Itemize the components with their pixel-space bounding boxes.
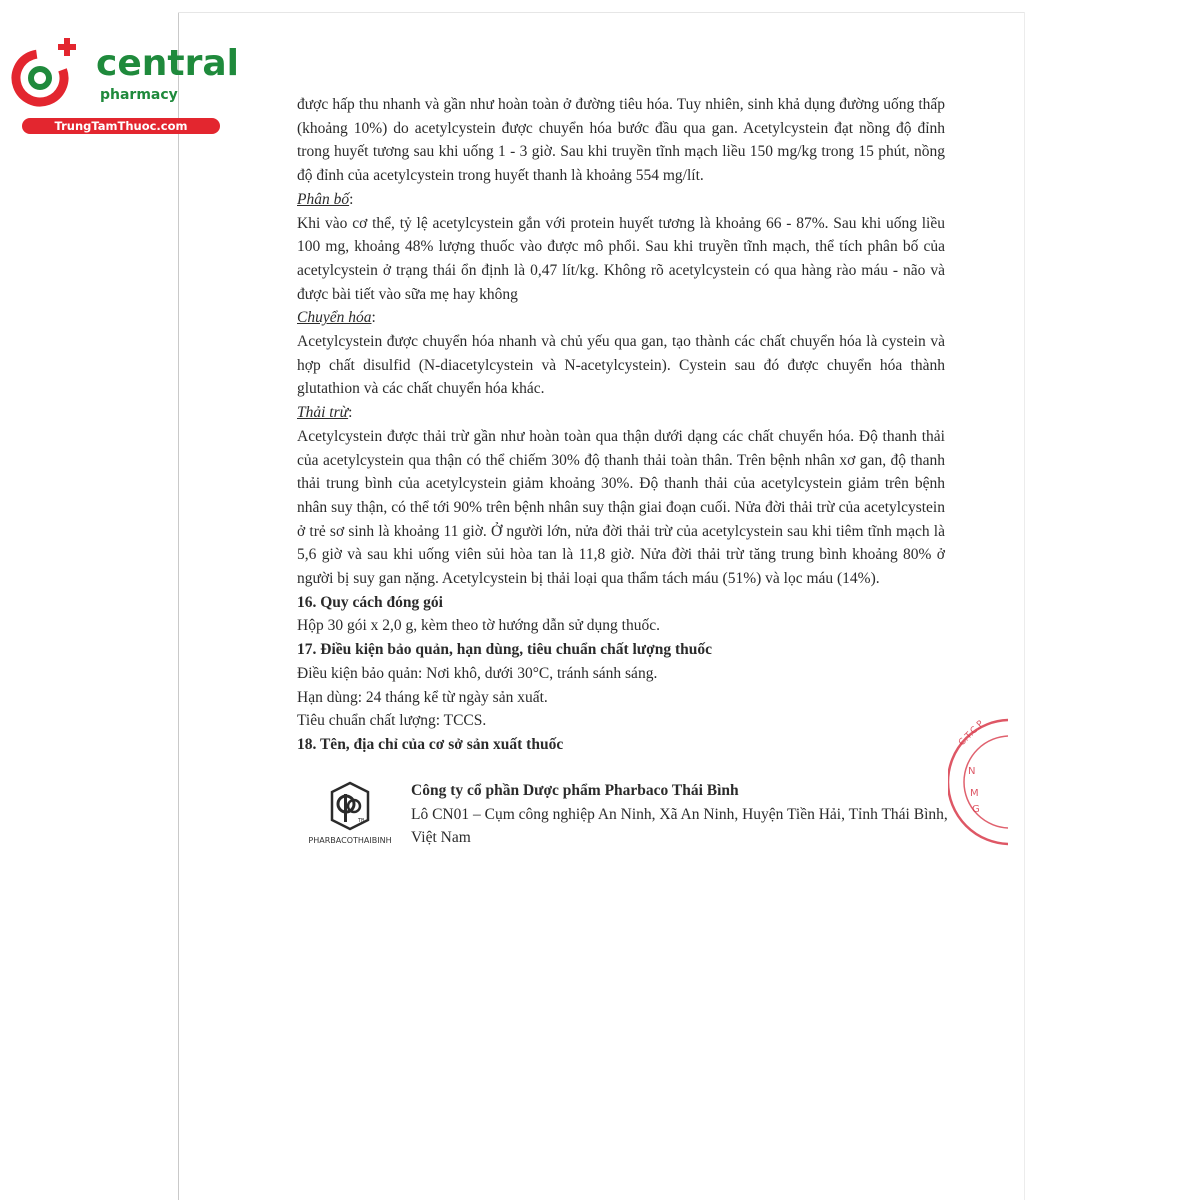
shelf-life-text: Hạn dùng: 24 tháng kể từ ngày sản xuất. [297, 688, 548, 706]
company-address-line2: Việt Nam [411, 829, 471, 847]
section-17-heading: 17. Điều kiện bảo quản, hạn dùng, tiêu chuẩn chất lượng thuốc [297, 641, 712, 659]
metabolism-heading-line: Chuyển hóa: [297, 309, 376, 327]
packaging-text: Hộp 30 gói x 2,0 g, kèm theo tờ hướng dẫn sử dụng thuốc. [297, 617, 660, 635]
brand-name: central [96, 43, 239, 84]
central-pharmacy-logo [10, 38, 239, 138]
page-right-edge [1024, 12, 1025, 1200]
page-top-edge [178, 12, 1024, 13]
section-18-heading: 18. Tên, địa chỉ của cơ sở sản xuất thuốc [297, 735, 564, 753]
metabolism-heading: Chuyển hóa [297, 309, 372, 327]
document-body [297, 93, 945, 757]
distribution-heading: Phân bố [297, 190, 350, 208]
company-name: Công ty cổ phần Dược phẩm Pharbaco Thái Bình [411, 782, 739, 799]
svg-text:C.T.C.P: C.T.C.P [957, 719, 987, 749]
metabolism-paragraph: Acetylcystein được chuyển hóa nhanh và chủ yếu qua gan, tạo thành các chất chuyển hóa là cystein và hợp chất disulfid (N-diacetylcystein và N-acetylcystein). Cystein sau đó được chuyển hóa thành glutathion và các chất chuyển hóa khác. [297, 333, 945, 398]
section-16-heading: 16. Quy cách đóng gói [297, 593, 443, 611]
pharbaco-logo-caption: PHARBACOTHAIBINH [308, 836, 392, 845]
elimination-paragraph: Acetylcystein được thải trừ gần như hoàn toàn qua thận dưới dạng các chất chuyển hóa. Độ thanh thải của acetylcystein qua thận có thể chiếm 30% độ thanh thải toàn thân. Trên bệnh nhân xơ gan, độ thanh thải trung bình của acetylcystein giảm khoảng 30%. Độ thanh thải của acetylcystein giảm trên bệnh nhân suy thận, có thể tới 90% trên bệnh nhân suy thận giai đoạn cuối. Nửa đời thải trừ của acetylcystein ở trẻ sơ sinh là khoảng 11 giờ. Ở người lớn, nửa đời thải trừ của acetylcystein sau khi tiêm tĩnh mạch là 5,6 giờ và sau khi uống viên sủi hòa tan là 11,8 giờ. Nửa đời thải trừ tăng trung bình khoảng 80% ở người bị suy gan nặng. Acetylcystein bị thải loại qua thẩm tách máu (51%) và lọc máu (14%). [297, 427, 945, 588]
absorption-paragraph: được hấp thu nhanh và gần như hoàn toàn ở đường tiêu hóa. Tuy nhiên, sinh khả dụng đường uống thấp (khoảng 10%) do acetylcystein được chuyển hóa bước đầu qua gan. Acetylcystein đạt nồng độ đỉnh trong huyết tương sau khi uống 1 - 3 giờ. Sau khi truyền tĩnh mạch liều 150 mg/kg trong 15 phút, nồng độ đỉnh của acetylcystein trong huyết thanh là khoảng 554 mg/lít. [297, 96, 945, 185]
manufacturer-info [411, 779, 1011, 850]
company-stamp-icon [948, 712, 1008, 852]
central-logo-mark-icon [10, 38, 82, 110]
svg-text:TB: TB [358, 818, 365, 824]
distribution-heading-line: Phân bố: [297, 190, 354, 208]
storage-text: Điều kiện bảo quản: Nơi khô, dưới 30°C, tránh sánh sáng. [297, 664, 658, 682]
quality-standard-text: Tiêu chuẩn chất lượng: TCCS. [297, 712, 487, 730]
elimination-heading: Thải trừ [297, 404, 349, 422]
distribution-paragraph: Khi vào cơ thể, tỷ lệ acetylcystein gắn với protein huyết tương là khoảng 66 - 87%. Sau khi uống liều 100 mg, khoảng 48% lượng thuốc vào được mô phổi. Sau khi truyền tĩnh mạch, thể tích phân bố của acetylcystein ở trạng thái ổn định là 0,47 lít/kg. Không rõ acetylcystein có qua hàng rào máu - não và được bài tiết vào sữa mẹ hay không [297, 214, 945, 303]
page-left-edge [178, 12, 179, 1200]
svg-text:N: N [968, 766, 976, 777]
elimination-heading-line: Thải trừ: [297, 404, 353, 422]
brand-website: TrungTamThuoc.com [22, 118, 220, 134]
svg-text:M: M [970, 788, 979, 799]
svg-text:G: G [972, 804, 980, 815]
company-address-line1: Lô CN01 – Cụm công nghiệp An Ninh, Xã An Ninh, Huyện Tiền Hải, Tỉnh Thái Bình, [411, 805, 948, 823]
brand-subtitle: pharmacy [100, 87, 178, 103]
